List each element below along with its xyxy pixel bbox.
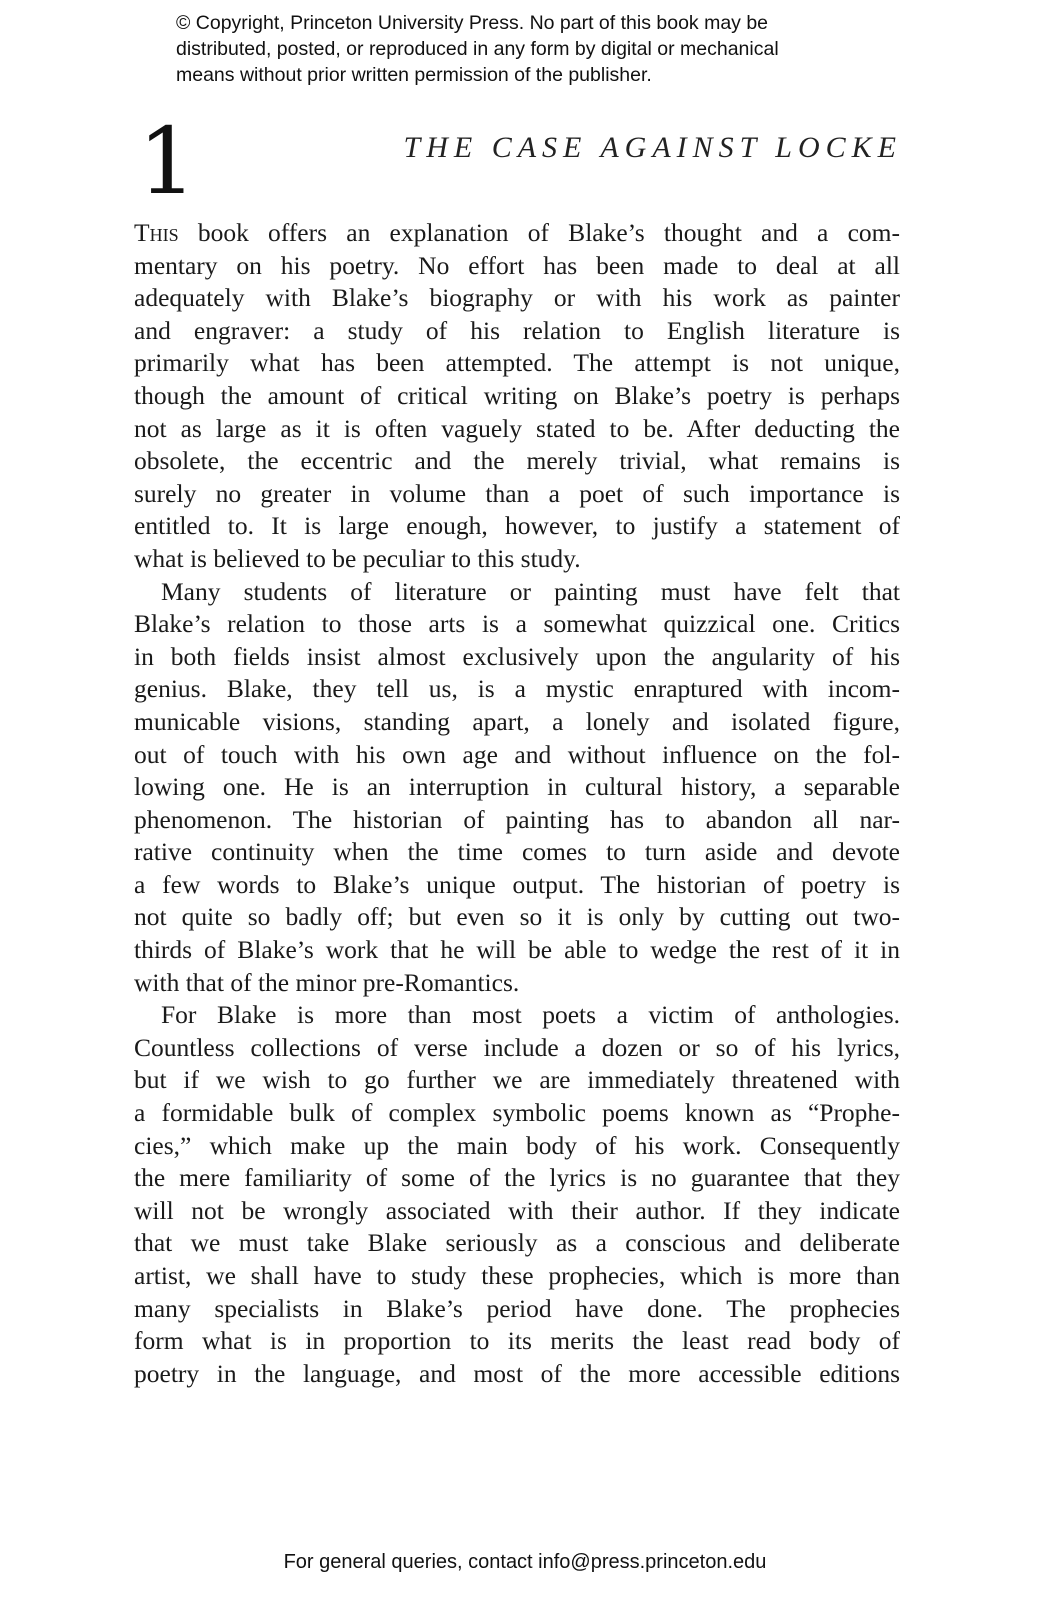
text-line: lowing one. He is an interruption in cultural history, a separable bbox=[134, 772, 900, 802]
text-line: and engraver: a study of his relation to English literature is bbox=[134, 315, 900, 345]
text-line bbox=[134, 217, 900, 250]
text-line: Blake’s relation to those arts is a somewhat quizzical one. Critics bbox=[134, 609, 900, 639]
text-line: genius. Blake, they tell us, is a mystic enraptured with incom- bbox=[134, 674, 900, 704]
text-line: cies,” which make up the main body of his work. Consequently bbox=[134, 1130, 900, 1160]
text-line: primarily what has been attempted. The attempt is not unique, bbox=[134, 348, 900, 378]
text-line: not quite so badly off; but even so it is only by cutting out two- bbox=[134, 902, 900, 932]
text-line: For Blake is more than most poets a victim of anthologies. bbox=[161, 1000, 900, 1030]
text-line: many specialists in Blake’s period have done. The prophecies bbox=[134, 1293, 900, 1323]
text-line-content: book offers an explanation of Blake’s thought and a com- bbox=[178, 218, 900, 247]
copyright-notice bbox=[176, 10, 896, 88]
paragraph-1 bbox=[134, 217, 900, 576]
text-line: a formidable bulk of complex symbolic poems known as “Prophe- bbox=[134, 1098, 900, 1128]
text-line: rative continuity when the time comes to turn aside and devote bbox=[134, 837, 900, 867]
text-line: not as large as it is often vaguely stated to be. After deducting the bbox=[134, 413, 900, 443]
text-line: thirds of Blake’s work that he will be able to wedge the rest of it in bbox=[134, 935, 900, 965]
body-text bbox=[134, 217, 900, 1390]
copyright-line: distributed, posted, or reproduced in any form by digital or mechanical bbox=[176, 38, 779, 60]
paragraph-3 bbox=[134, 999, 900, 1390]
text-line: a few words to Blake’s unique output. The historian of poetry is bbox=[134, 869, 900, 899]
text-line: will not be wrongly associated with their author. If they indicate bbox=[134, 1195, 900, 1225]
text-line: the mere familiarity of some of the lyrics is no guarantee that they bbox=[134, 1163, 900, 1193]
text-line: entitled to. It is large enough, however, to justify a statement of bbox=[134, 511, 900, 541]
paragraph-2 bbox=[134, 576, 900, 1000]
text-line: obsolete, the eccentric and the merely trivial, what remains is bbox=[134, 446, 900, 476]
copyright-line: © Copyright, Princeton University Press. No part of this book may be bbox=[176, 12, 769, 34]
text-line: phenomenon. The historian of painting has to abandon all nar- bbox=[134, 804, 900, 834]
text-line: mentary on his poetry. No effort has been made to deal at all bbox=[134, 250, 900, 280]
text-line: artist, we shall have to study these prophecies, which is more than bbox=[134, 1261, 900, 1290]
text-line: though the amount of critical writing on Blake’s poetry is perhaps bbox=[134, 380, 900, 410]
copyright-line: means without prior written permission of the publisher. bbox=[176, 64, 652, 86]
text-line: poetry in the language, and most of the more accessible editions bbox=[134, 1358, 900, 1388]
text-line: Many students of literature or painting must have felt that bbox=[161, 576, 900, 606]
text-line: in both fields insist almost exclusively upon the angularity of his bbox=[134, 641, 900, 671]
text-line: form what is in proportion to its merits the least read body of bbox=[134, 1326, 900, 1356]
footer-contact: For general queries, contact info@press.princeton.edu bbox=[283, 1551, 767, 1573]
text-line: that we must take Blake seriously as a conscious and deliberate bbox=[134, 1228, 900, 1258]
text-line: adequately with Blake’s biography or with his work as painter bbox=[134, 283, 900, 313]
text-line: Countless collections of verse include a dozen or so of his lyrics, bbox=[134, 1032, 900, 1062]
text-line: what is believed to be peculiar to this study. bbox=[134, 543, 581, 573]
text-line: municable visions, standing apart, a lonely and isolated figure, bbox=[134, 706, 900, 736]
text-line: with that of the minor pre-Romantics. bbox=[134, 967, 520, 997]
text-line: but if we wish to go further we are immediately threatened with bbox=[134, 1065, 900, 1095]
text-line: surely no greater in volume than a poet of such importance is bbox=[134, 478, 900, 508]
chapter-number: 1 bbox=[138, 108, 197, 215]
chapter-title: THE CASE AGAINST LOCKE bbox=[403, 131, 902, 164]
opening-word: This bbox=[134, 218, 179, 247]
text-line: out of touch with his own age and without influence on the fol- bbox=[134, 739, 900, 769]
